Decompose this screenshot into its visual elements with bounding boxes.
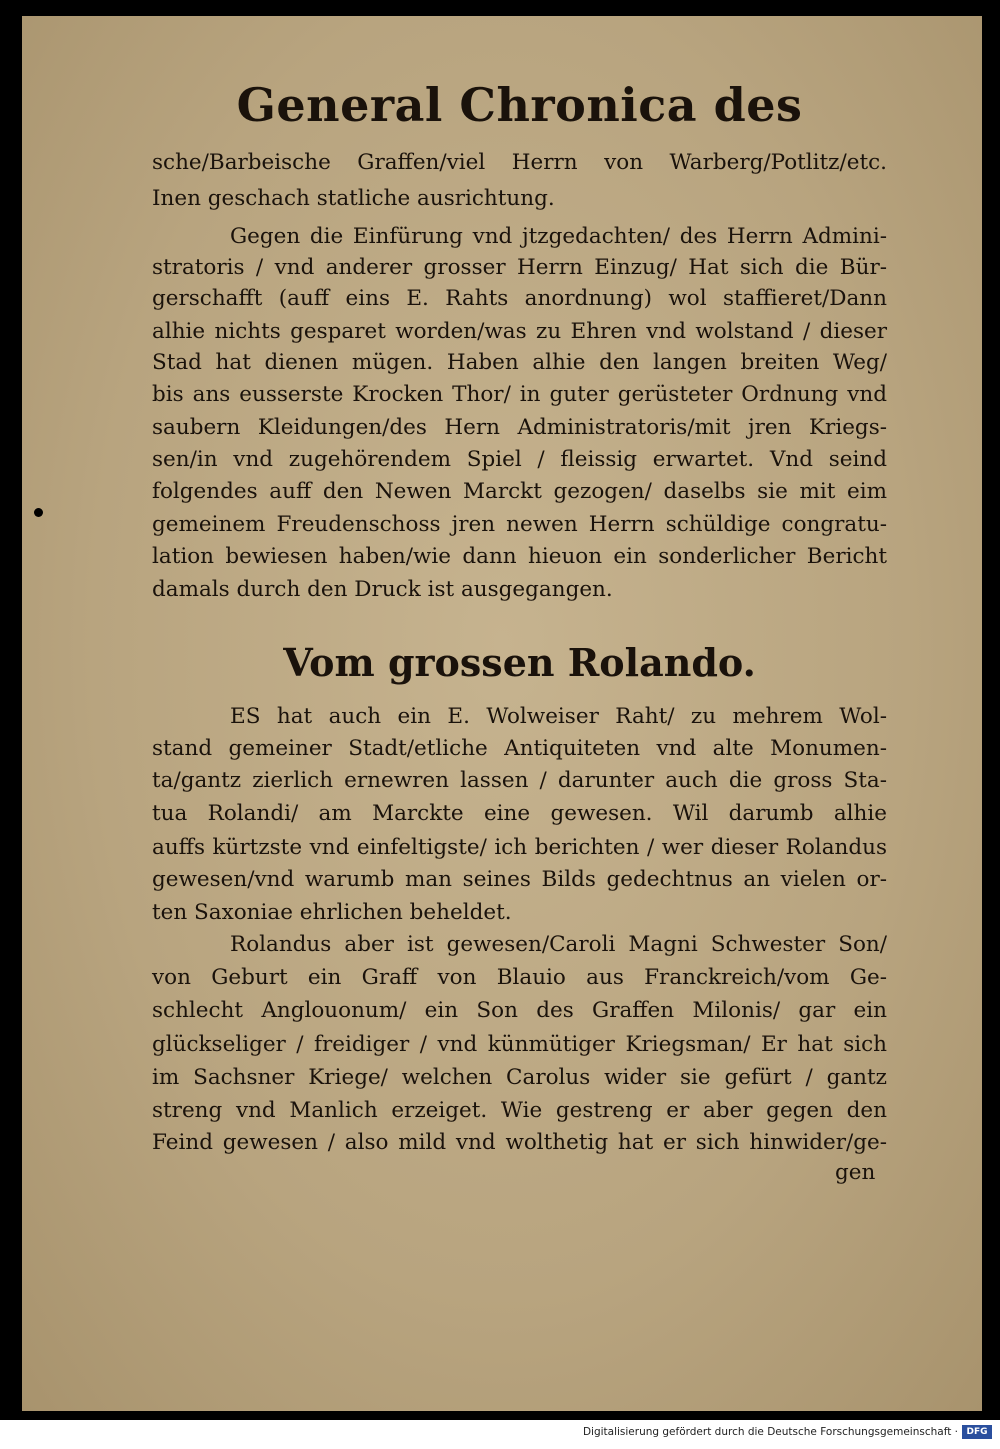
text-line: im Sachsner Kriege/ welchen Carolus wider sie gefürt / gantz <box>152 1065 887 1090</box>
text-line: auffs kürtzste vnd einfeltigste/ ich berichten / wer dieser Rolandus <box>152 835 887 860</box>
text-line: saubern Kleidungen/des Hern Administratoris/mit jren Kriegs- <box>152 415 887 440</box>
text-line: gemeinem Freudenschoss jren newen Herrn schüldige congratu- <box>152 512 887 537</box>
footer-bar <box>0 1420 1000 1449</box>
text-line: Gegen die Einfürung vnd jtzgedachten/ des Herrn Admini- <box>230 224 887 249</box>
text-line: bis ans eusserste Krocken Thor/ in guter gerüsteter Ordnung vnd <box>152 382 887 407</box>
section-title: Vom grossen Rolando. <box>283 640 756 685</box>
text-line: von Geburt ein Graff von Blauio aus Franckreich/vom Ge- <box>152 965 887 990</box>
text-line: ta/gantz zierlich ernewren lassen / darunter auch die gross Sta- <box>152 768 887 793</box>
text-line: lation bewiesen haben/wie dann hieuon ein sonderlicher Bericht <box>152 544 887 569</box>
text-line: Feind gewesen / also mild vnd wolthetig hat er sich hinwider/ge- <box>152 1130 887 1155</box>
text-line: sen/in vnd zugehörendem Spiel / fleissig erwartet. Vnd seind <box>152 447 887 472</box>
text-line: streng vnd Manlich erzeiget. Wie gestreng er aber gegen den <box>152 1098 887 1123</box>
text-line: ES hat auch ein E. Wolweiser Raht/ zu mehrem Wol- <box>230 704 887 729</box>
text-line: damals durch den Druck ist ausgegangen. <box>152 577 613 602</box>
text-line: stratoris / vnd anderer grosser Herrn Einzug/ Hat sich die Bür- <box>152 255 887 280</box>
running-head: General Chronica des <box>236 78 803 132</box>
funding-notice: Digitalisierung gefördert durch die Deutsche Forschungsgemeinschaft · <box>582 1426 958 1438</box>
text-line: sche/Barbeische Graffen/viel Herrn von Warberg/Potlitz/etc. <box>152 150 887 175</box>
dfg-logo-icon: DFG <box>962 1425 992 1439</box>
text-line: glückseliger / freidiger / vnd künmütiger Kriegsman/ Er hat sich <box>152 1032 887 1057</box>
text-line: tua Rolandi/ am Marckte eine gewesen. Wil darumb alhie <box>152 801 887 826</box>
text-line: schlecht Anglouonum/ ein Son des Graffen Milonis/ gar ein <box>152 998 887 1023</box>
margin-mark <box>34 508 43 517</box>
text-line: Inen geschach statliche ausrichtung. <box>152 186 555 211</box>
text-line: Stad hat dienen mügen. Haben alhie den langen breiten Weg/ <box>152 350 887 375</box>
catchword: gen <box>835 1160 876 1185</box>
text-line: gewesen/vnd warumb man seines Bilds gedechtnus an vielen or- <box>152 867 887 892</box>
text-line: ten Saxoniae ehrlichen beheldet. <box>152 900 512 925</box>
text-line: alhie nichts gesparet worden/was zu Ehren vnd wolstand / dieser <box>152 319 887 344</box>
text-line: Rolandus aber ist gewesen/Caroli Magni Schwester Son/ <box>230 932 887 957</box>
text-line: gerschafft (auff eins E. Rahts anordnung) wol staffieret/Dann <box>152 286 887 311</box>
text-line: stand gemeiner Stadt/etliche Antiquiteten vnd alte Monumen- <box>152 736 887 761</box>
text-line: folgendes auff den Newen Marckt gezogen/ daselbs sie mit eim <box>152 479 887 504</box>
